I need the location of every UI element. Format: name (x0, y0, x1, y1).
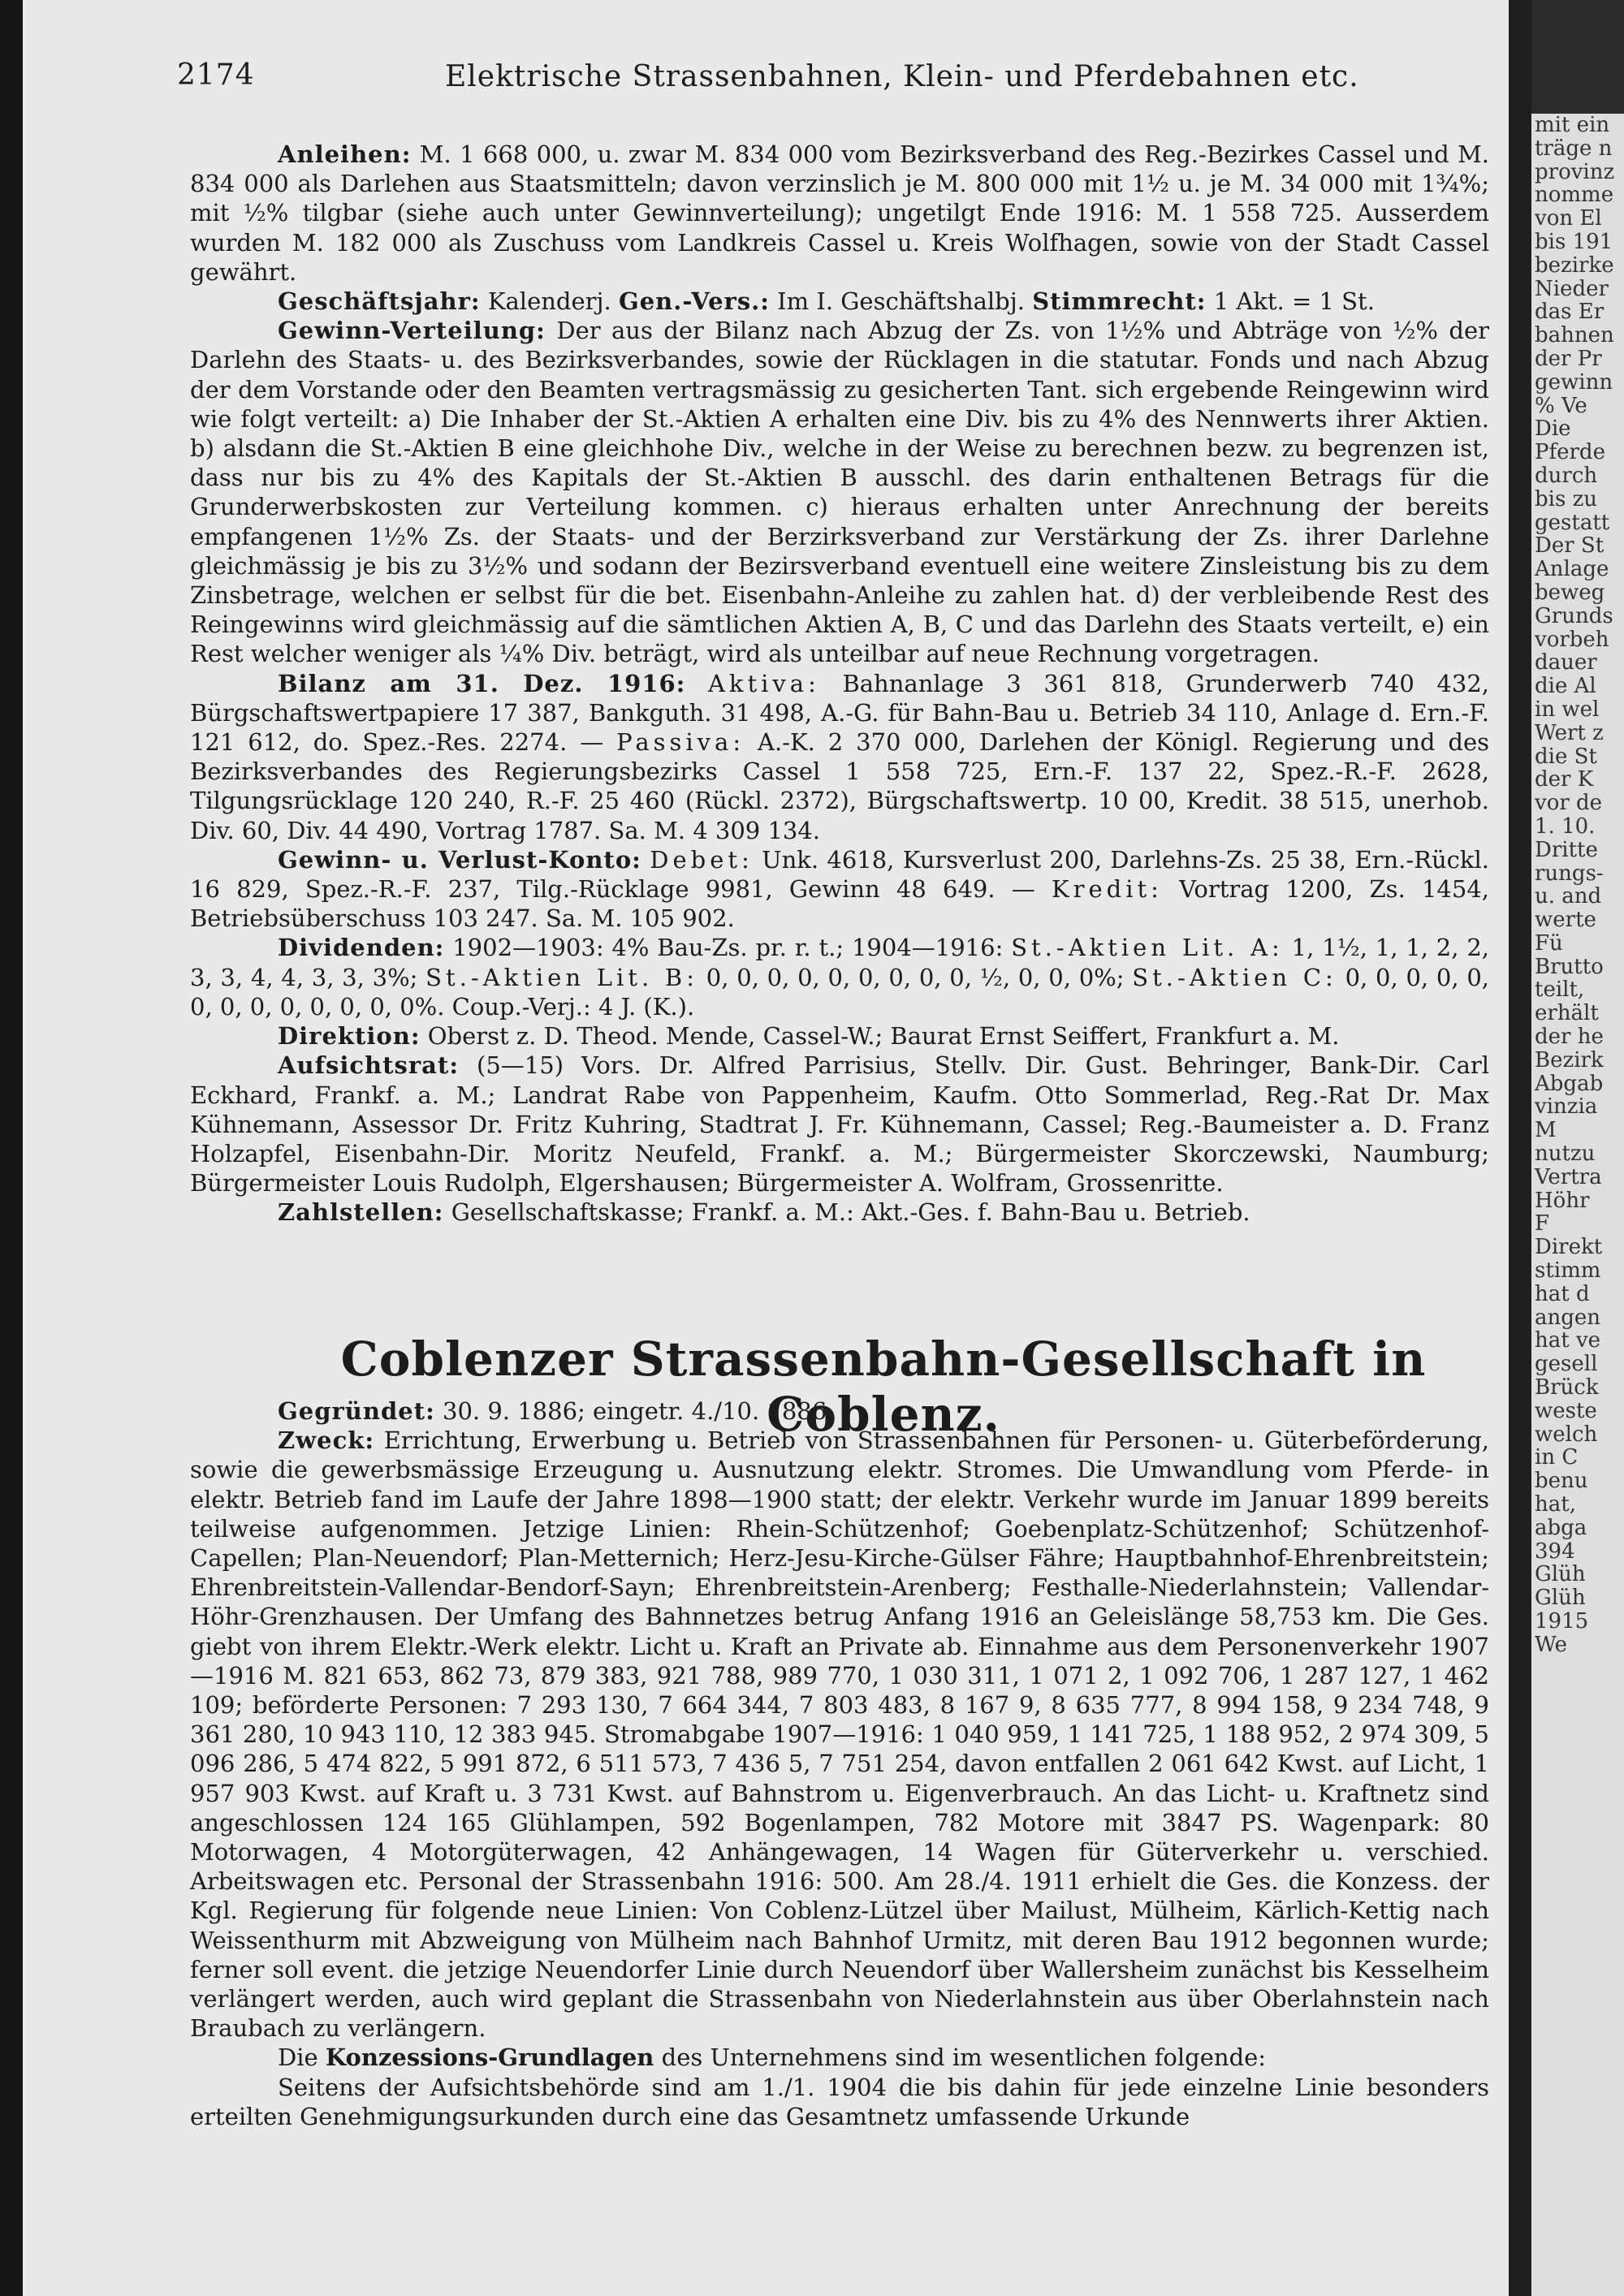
text-passiva: A.-K. 2 370 000, Darlehen der Königl. Regierung und des Bezirksverbandes des Regierungsbezirks Cassel 1 558 725, Ern.-F. 137 22, Spez.-R.-F. 2628, Tilgungsrücklage 120 240, R.-F. 25 460 (Rückl. 2372), Bürgschaftswertp. 10 00, Kredit. 38 515, unerhob. Div. 60, Div. 44 490, Vortrag 1787. Sa. M. 4 309 134. (190, 728, 1489, 844)
adjacent-page-line: der K (1535, 767, 1594, 792)
adjacent-page-line: provinz (1535, 159, 1615, 184)
adjacent-page-line: rungs- (1535, 861, 1604, 886)
text-st-aktien-b: 0, 0, 0, 0, 0, 0, 0, 0, 0, ½, 0, 0, 0%; (698, 963, 1133, 991)
adjacent-page-line: in C (1535, 1445, 1579, 1470)
adjacent-page-line: beweg (1535, 580, 1605, 605)
company-title: Coblenzer Strassenbahn-Gesellschaft in Coblenz. (340, 1331, 1427, 1442)
label-st-aktien-c: St.-Aktien C: (1132, 963, 1337, 991)
text-anleihen: M. 1 668 000, u. zwar M. 834 000 vom Bezirksverband des Reg.-Bezirkes Cassel und M. 834 000 als Darlehen aus Staatsmitteln; davon verzinslich je M. 800 000 mit 1½ u. je M. 34 000 mit 1¾%; mit ½% tilgbar (siehe auch unter Gewinnverteilung); ungetilgt Ende 1916: M. 1 558 725. Ausserdem wurden M. 182 000 als Zuschuss vom Landkreis Cassel u. Kreis Wolfhagen, sowie von der Stadt Cassel gewährt. (190, 140, 1489, 286)
label-gegruendet: Gegründet: (278, 1397, 435, 1425)
label-st-aktien-a: St.-Aktien Lit. A: (1011, 934, 1284, 962)
page-header (177, 58, 1460, 99)
adjacent-page-fragment (1531, 114, 1624, 2296)
adjacent-page-line: % Ve (1535, 393, 1587, 418)
text-konzessions-pre: Die (278, 2044, 326, 2072)
text-aufsichtsrat: (5—15) Vors. Dr. Alfred Parrisius, Stellv. Dir. Gust. Behringer, Bank-Dir. Carl Eckhard, Frankf. a. M.; Landrat Rabe von Pappenheim, Kaufm. Otto Sommerlad, Reg.-Rat Dr. Max Kühnemann, Assessor Dr. Fritz Kuhring, Stadtrat J. Fr. Kühnemann, Cassel; Reg.-Baumeister a. D. Franz Holzapfel, Eisenbahn-Dir. Moritz Neufeld, Frankf. a. M.; Bürgermeister Skorczewski, Naumburg; Bürgermeister Louis Rudolph, Elgershausen; Bürgermeister A. Wolfram, Grossenritte. (190, 1051, 1489, 1198)
adjacent-page-line: F (1535, 1211, 1550, 1236)
label-aufsichtsrat: Aufsichtsrat: (278, 1051, 460, 1080)
adjacent-page-line: hat ve (1535, 1328, 1601, 1353)
paragraph-aufsichtsbehoerde (190, 2073, 1489, 2131)
adjacent-page-line: teilt, (1535, 978, 1585, 1003)
label-aktiva: Aktiva: (707, 669, 820, 697)
adjacent-page-line: werte (1535, 908, 1596, 933)
paragraph-direktion (190, 1021, 1489, 1051)
text-gegruendet: 30. 9. 1886; eingetr. 4./10. 1886. (434, 1397, 835, 1425)
text-aktiva: Bahnanlage 3 361 818, Grunderwerb 740 432, Bürgschaftswertpapiere 17 387, Bankguth. 31 498, A.-G. für Bahn-Bau u. Betrieb 34 110, Anlage d. Ern.-F. 121 612, do. Spez.-Res. 2274. — (190, 669, 1489, 757)
adjacent-page-line: Fü (1535, 930, 1563, 956)
adjacent-page-line: M (1535, 1118, 1557, 1143)
paragraph-gewinn-verlust (190, 845, 1489, 934)
paragraph-zahlstellen (190, 1198, 1489, 1227)
running-title: Elektrische Strassenbahnen, Klein- und Pferdebahnen etc. (445, 60, 1359, 93)
adjacent-page-line: 1. 10. (1535, 814, 1596, 839)
text-konzessions-grundlagen: des Unternehmens sind im wesentlichen folgende: (654, 2044, 1267, 2072)
adjacent-page-line: vinzia (1535, 1094, 1598, 1120)
paragraph-konzessions-grundlagen (190, 2043, 1489, 2072)
adjacent-page-line: gestatt (1535, 510, 1610, 535)
label-zweck: Zweck: (278, 1426, 375, 1455)
adjacent-page-line: Nieder (1535, 276, 1609, 301)
adjacent-page-line: in wel (1535, 697, 1600, 722)
adjacent-page-line: Brutto (1535, 954, 1604, 979)
label-zahlstellen: Zahlstellen: (278, 1198, 444, 1227)
paragraph-gegruendet (190, 1396, 1489, 1426)
adjacent-page-line: 1915 (1535, 1609, 1589, 1634)
adjacent-page-line: Pferde (1535, 440, 1605, 465)
adjacent-page-line: Brück (1535, 1375, 1599, 1400)
page-edge-shadow (1509, 0, 1531, 2296)
adjacent-page-line: Die (1535, 416, 1571, 442)
adjacent-page-line: hat, (1535, 1492, 1576, 1517)
label-bilanz: Bilanz am 31. Dez. 1916: (278, 669, 686, 697)
adjacent-page-line: Vertra (1535, 1164, 1602, 1189)
text-st-aktien-a: 1, 1½, 1, 1, 2, 2, 3, 3, 4, 4, 3, 3, 3%; (190, 934, 1489, 991)
adjacent-page-line: mit ein (1535, 114, 1610, 137)
adjacent-page-line: bis 191 (1535, 229, 1613, 254)
adjacent-page-line: Höhr (1535, 1188, 1590, 1213)
adjacent-page-line: träge n (1535, 136, 1613, 161)
label-kredit: Kredit: (1051, 875, 1163, 904)
adjacent-page-line: stimm (1535, 1258, 1601, 1284)
adjacent-page-line: gesell (1535, 1352, 1598, 1377)
adjacent-page-line: nutzu (1535, 1142, 1596, 1167)
adjacent-page-line: Anlage (1535, 557, 1609, 582)
text-geschaeftsjahr: Kalenderj. (480, 287, 619, 316)
adjacent-page-line: von El (1535, 206, 1602, 231)
label-gewinn-verlust: Gewinn- u. Verlust-Konto: (278, 845, 641, 874)
adjacent-page-line: Wert z (1535, 720, 1604, 745)
adjacent-page-line: das Er (1535, 300, 1605, 325)
adjacent-page-line: dauer (1535, 650, 1597, 675)
adjacent-page-line: welch (1535, 1422, 1598, 1447)
adjacent-page-line: Direkt (1535, 1235, 1603, 1260)
label-stimmrecht: Stimmrecht: (1032, 287, 1207, 316)
text-debet: Unk. 4618, Kursverlust 200, Darlehns-Zs. 25 38, Ern.-Rückl. 16 829, Spez.-R.-F. 237, Tilg.-Rücklage 9981, Gewinn 48 649. — (190, 845, 1489, 904)
text-gen-vers: Im I. Geschäftshalbj. (769, 287, 1033, 316)
previous-company-section (190, 140, 1489, 1228)
adjacent-page-line: Der St (1535, 533, 1605, 559)
adjacent-page-line: die St (1535, 744, 1597, 769)
binding-gutter (0, 0, 23, 2296)
label-geschaeftsjahr: Geschäftsjahr: (278, 287, 481, 316)
paragraph-bilanz (190, 669, 1489, 845)
adjacent-page-line: 394 (1535, 1539, 1575, 1564)
adjacent-page-line: bis zu (1535, 486, 1598, 511)
adjacent-page-line: Bezirk (1535, 1047, 1604, 1072)
text-zweck: Errichtung, Erwerbung u. Betrieb von Strassenbahnen für Personen- u. Güterbeförderung, sowie die gewerbsmässige Erzeugung u. Ausnutzung elektr. Stromes. Die Umwandlung vom Pferde- in elektr. Betrieb fand im Laufe der Jahre 1898—1900 statt; der elektr. Verkehr wurde im Januar 1899 bereits teilweise aufgenommen. Jetzige Linien: Rhein-Schützenhof; Goebenplatz-Schützenhof; Schützenhof-Capellen; Plan-Neuendorf; Plan-Metternich; Herz-Jesu-Kirche-Gülser Fähre; Hauptbahnhof-Ehrenbreitstein; Ehrenbreitstein-Vallendar-Bendorf-Sayn; Ehrenbreitstein-Arenberg; Festhalle-Niederlahnstein; Vallendar-Höhr-Grenzhausen. Der Umfang des Bahnnetzes betrug Anfang 1916 an Geleislänge 58,753 km. Die Ges. giebt von ihrem Elektr.-Werk elektr. Licht u. Kraft an Private ab. Einnahme aus dem Personenverkehr 1907—1916 M. 821 653, 862 73, 879 383, 921 788, 989 770, 1 030 311, 1 071 2, 1 092 706, 1 287 127, 1 462 109; beförderte Personen: 7 293 130, 7 664 344, 7 803 483, 8 167 9, 8 635 777, 8 994 158, 9 234 748, 9 361 280, 10 943 110, 12 383 945. Stromabgabe 1907—1916: 1 040 959, 1 141 725, 1 188 952, 2 974 309, 5 096 286, 5 474 822, 5 991 872, 6 511 573, 7 436 5, 7 751 254, davon entfallen 2 061 642 Kwst. auf Licht, 1 957 903 Kwst. auf Kraft u. 3 731 Kwst. auf Bahnstrom u. Eigenverbrauch. An das Licht- u. Kraftnetz sind angeschlossen 124 165 Glühlampen, 592 Bogenlampen, 782 Motore mit 3847 PS. Wagenpark: 80 Motorwagen, 4 Motorgüterwagen, 42 Anhängewagen, 14 Wagen für Güterverkehr u. verschied. Arbeitswagen etc. Personal der Strassenbahn 1916: 500. Am 28./4. 1911 erhielt die Ges. die Konzess. der Kgl. Regierung für folgende neue Linien: Von Coblenz-Lützel über Mailust, Mülheim, Kärlich-Kettig nach Weissenthurm mit Abzweigung von Mülheim nach Bahnhof Urmitz, mit deren Bau 1912 begonnen wurde; ferner soll event. die jetzige Neuendorfer Linie durch Neuendorf über Wallersheim zunächst bis Kesselheim verlängert werden, auch wird geplant die Strassenbahn von Niederlahnstein aus über Oberlahnstein nach Braubach zu verlängern. (190, 1426, 1489, 2043)
adjacent-page-line: vor de (1535, 791, 1603, 816)
adjacent-page-line: Glüh (1535, 1562, 1586, 1587)
adjacent-page-line: vorbeh (1535, 627, 1609, 652)
text-kredit: Vortrag 1200, Zs. 1454, Betriebsüberschuss 103 247. Sa. M. 105 902. (190, 875, 1490, 933)
adjacent-page-line: Glüh (1535, 1586, 1586, 1611)
adjacent-page-line: We (1535, 1632, 1567, 1657)
label-direktion: Direktion: (278, 1022, 421, 1051)
text-direktion: Oberst z. D. Theod. Mende, Cassel-W.; Baurat Ernst Seiffert, Frankfurt a. M. (420, 1022, 1340, 1051)
label-st-aktien-b: St.-Aktien Lit. B: (425, 963, 699, 991)
adjacent-page-line: weste (1535, 1398, 1597, 1423)
paragraph-aufsichtsrat (190, 1051, 1489, 1198)
adjacent-page-line: erhält (1535, 1001, 1599, 1026)
label-gen-vers: Gen.-Vers.: (618, 287, 770, 316)
adjacent-page-line: Abgab (1535, 1071, 1604, 1096)
label-anleihen: Anleihen: (278, 140, 412, 168)
text-stimmrecht: 1 Akt. = 1 St. (1206, 287, 1375, 316)
paragraph-zweck (190, 1426, 1489, 2043)
text-aufsichtsbehoerde: Seitens der Aufsichtsbehörde sind am 1./1. 1904 die bis dahin für jede einzelne Linie besonders erteilten Genehmigungsurkunden durch eine das Gesamtnetz umfassende Urkunde (190, 2073, 1489, 2130)
label-gewinn-verteilung: Gewinn-Verteilung: (278, 317, 546, 345)
adjacent-page-line: hat d (1535, 1281, 1590, 1306)
adjacent-page-line: Grunds (1535, 603, 1613, 628)
adjacent-page-line: die Al (1535, 674, 1596, 699)
adjacent-page-line: bezirke (1535, 252, 1614, 278)
text-zahlstellen: Gesellschaftskasse; Frankf. a. M.: Akt.-Ges. f. Bahn-Bau u. Betrieb. (443, 1198, 1250, 1227)
paragraph-gewinn-verteilung (190, 316, 1489, 668)
adjacent-page-line: gewinn (1535, 369, 1613, 395)
adjacent-page-line: u. and (1535, 884, 1602, 909)
paragraph-geschaeftsjahr (190, 287, 1489, 316)
paragraph-dividenden (190, 933, 1489, 1021)
company-section-coblenz (190, 1396, 1489, 2131)
label-debet: Debet: (650, 845, 754, 874)
page-number: 2174 (177, 58, 255, 92)
adjacent-page-line: der Pr (1535, 346, 1602, 371)
label-dividenden: Dividenden: (278, 934, 445, 962)
adjacent-page-line: benu (1535, 1469, 1588, 1494)
adjacent-page-line: der he (1535, 1025, 1604, 1050)
text-gewinn-verteilung: Der aus der Bilanz nach Abzug der Zs. von 1½% und Abträge von ½% der Darlehn des Staats- u. des Bezirksverbandes, sowie der Rücklagen in die statutar. Fonds und nach Abzug der dem Vorstande oder den Beamten vertragsmässig zu gesicherten Tant. sich ergebende Reingewinn wird wie folgt verteilt: a) Die Inhaber der St.-Aktien A erhalten eine Div. bis zu 4% des Nennwerts ihrer Aktien. b) alsdann die St.-Aktien B eine gleichhohe Div., welche in der Weise zu berechnen bezw. zu begrenzen ist, dass nur bis zu 4% des Kapitals der St.-Aktien B ausschl. des darin enthaltenen Betrags für die Grunderwerbskosten zur Verteilung kommen. c) hieraus erhalten unter Anrechnung der bereits empfangenen 1½% Zs. der Staats- und der Berzirksverband zur Verstärkung der Zs. ihrer Darlehne gleichmässig je bis zu 3½% und sodann der Bezirsverband eventuell eine weitere Zinsleistung bis zu dem Zinsbetrage, welchen er selbst für die bet. Eisenbahn-Anleihe zu zahlen hat. d) der verbleibende Rest des Reingewinns wird gleichmässig auf die sämtlichen Aktien A, B, C und das Darlehn des Staats verteilt, e) ein Rest welcher weniger als ¼% Div. beträgt, wird als unteilbar auf neue Rechnung vorgetragen. (190, 317, 1489, 668)
adjacent-page-line: abga (1535, 1515, 1587, 1540)
label-passiva: Passiva: (616, 728, 745, 757)
adjacent-page-line: durch (1535, 463, 1598, 488)
label-konzessions-grundlagen: Konzessions-Grundlagen (325, 2044, 654, 2072)
paragraph-anleihen (190, 140, 1489, 287)
adjacent-page-line: nomme (1535, 183, 1614, 208)
text-dividenden: 1902—1903: 4% Bau-Zs. pr. r. t.; 1904—1916: (444, 934, 1012, 962)
text-st-aktien-c: 0, 0, 0, 0, 0, 0, 0, 0, 0, 0, 0, 0, 0%. Coup.-Verj.: 4 J. (K.). (190, 963, 1489, 1021)
adjacent-page-line: angen (1535, 1305, 1601, 1330)
adjacent-page-line: bahnen (1535, 323, 1614, 348)
adjacent-page-line: Dritte (1535, 837, 1598, 862)
document-page (23, 0, 1531, 2296)
